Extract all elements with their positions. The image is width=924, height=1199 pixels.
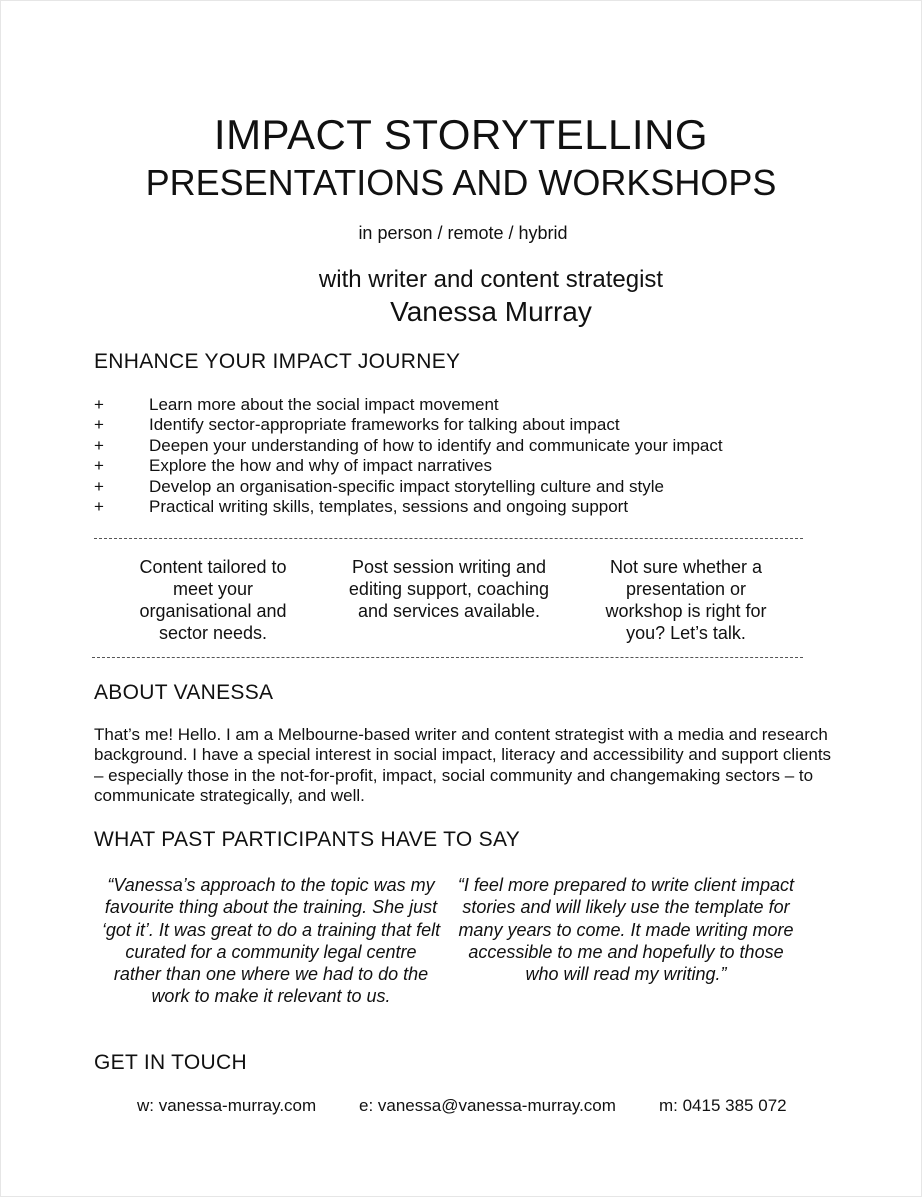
list-item [94, 436, 723, 456]
contact-website: w: vanessa-murray.com [137, 1096, 317, 1115]
plus-bullet: + [94, 456, 104, 476]
presenter-name: Vanessa Murray [390, 296, 592, 327]
list-item-text: Practical writing skills, templates, sessions and ongoing support [149, 497, 629, 517]
feature-talk: Not sure whether a presentation or workshop is right for you? Let’s talk. [605, 557, 767, 643]
list-item-text: Explore the how and why of impact narratives [149, 456, 493, 476]
feature-tailored: Content tailored to meet your organisational and sector needs. [139, 557, 287, 643]
testimonials-heading: WHAT PAST PARTICIPANTS HAVE TO SAY [94, 828, 521, 851]
feature-support: Post session writing and editing support, coaching and services available. [348, 557, 550, 621]
title-line-2: PRESENTATIONS AND WORKSHOPS [145, 162, 777, 203]
presenter-intro: with writer and content strategist [318, 266, 664, 293]
plus-bullet: + [94, 497, 104, 517]
plus-bullet: + [94, 435, 104, 455]
list-item-text: Identify sector-appropriate frameworks for talking about impact [149, 415, 620, 435]
divider-bottom [92, 657, 803, 658]
enhance-list [94, 395, 723, 517]
list-item [94, 415, 723, 435]
enhance-heading: ENHANCE YOUR IMPACT JOURNEY [94, 350, 461, 373]
testimonial-quote-1: “Vanessa’s approach to the topic was my favourite thing about the training. She just ‘got it’. It was great to do a training that felt curated for a community legal centre rather than one where we had to do the work to make it relevant to us. [101, 875, 441, 1007]
contact-mobile: m: 0415 385 072 [659, 1096, 787, 1115]
contact-email: e: vanessa@vanessa-murray.com [359, 1096, 616, 1115]
list-item-text: Develop an organisation-specific impact storytelling culture and style [149, 476, 664, 496]
plus-bullet: + [94, 395, 104, 414]
list-item-text: Deepen your understanding of how to identify and communicate your impact [149, 435, 723, 455]
title-line-1: IMPACT STORYTELLING [213, 111, 709, 158]
delivery-modes [1, 223, 924, 244]
plus-bullet: + [94, 415, 104, 435]
delivery-modes-text: in person / remote / hybrid [358, 223, 568, 243]
about-text: That’s me! Hello. I am a Melbourne-based writer and content strategist with a media and research background. I have a special interest in social impact, literacy and accessibility and support clients – especially those in the not-for-profit, impact, social community and changemaking sectors – to communicate strategically, and well. [94, 725, 832, 806]
list-item-text: Learn more about the social impact movement [149, 395, 499, 414]
plus-bullet: + [94, 476, 104, 496]
list-item [94, 395, 723, 415]
testimonial-quote-2: “I feel more prepared to write client impact stories and will likely use the template for many years to come. It made writing more accessible to me and hopefully to those who will read my writing.” [457, 875, 795, 985]
contact-heading: GET IN TOUCH [94, 1051, 247, 1074]
divider-top [94, 538, 803, 539]
list-item [94, 497, 723, 517]
about-heading: ABOUT VANESSA [94, 681, 274, 704]
list-item [94, 456, 723, 476]
list-item [94, 477, 723, 497]
